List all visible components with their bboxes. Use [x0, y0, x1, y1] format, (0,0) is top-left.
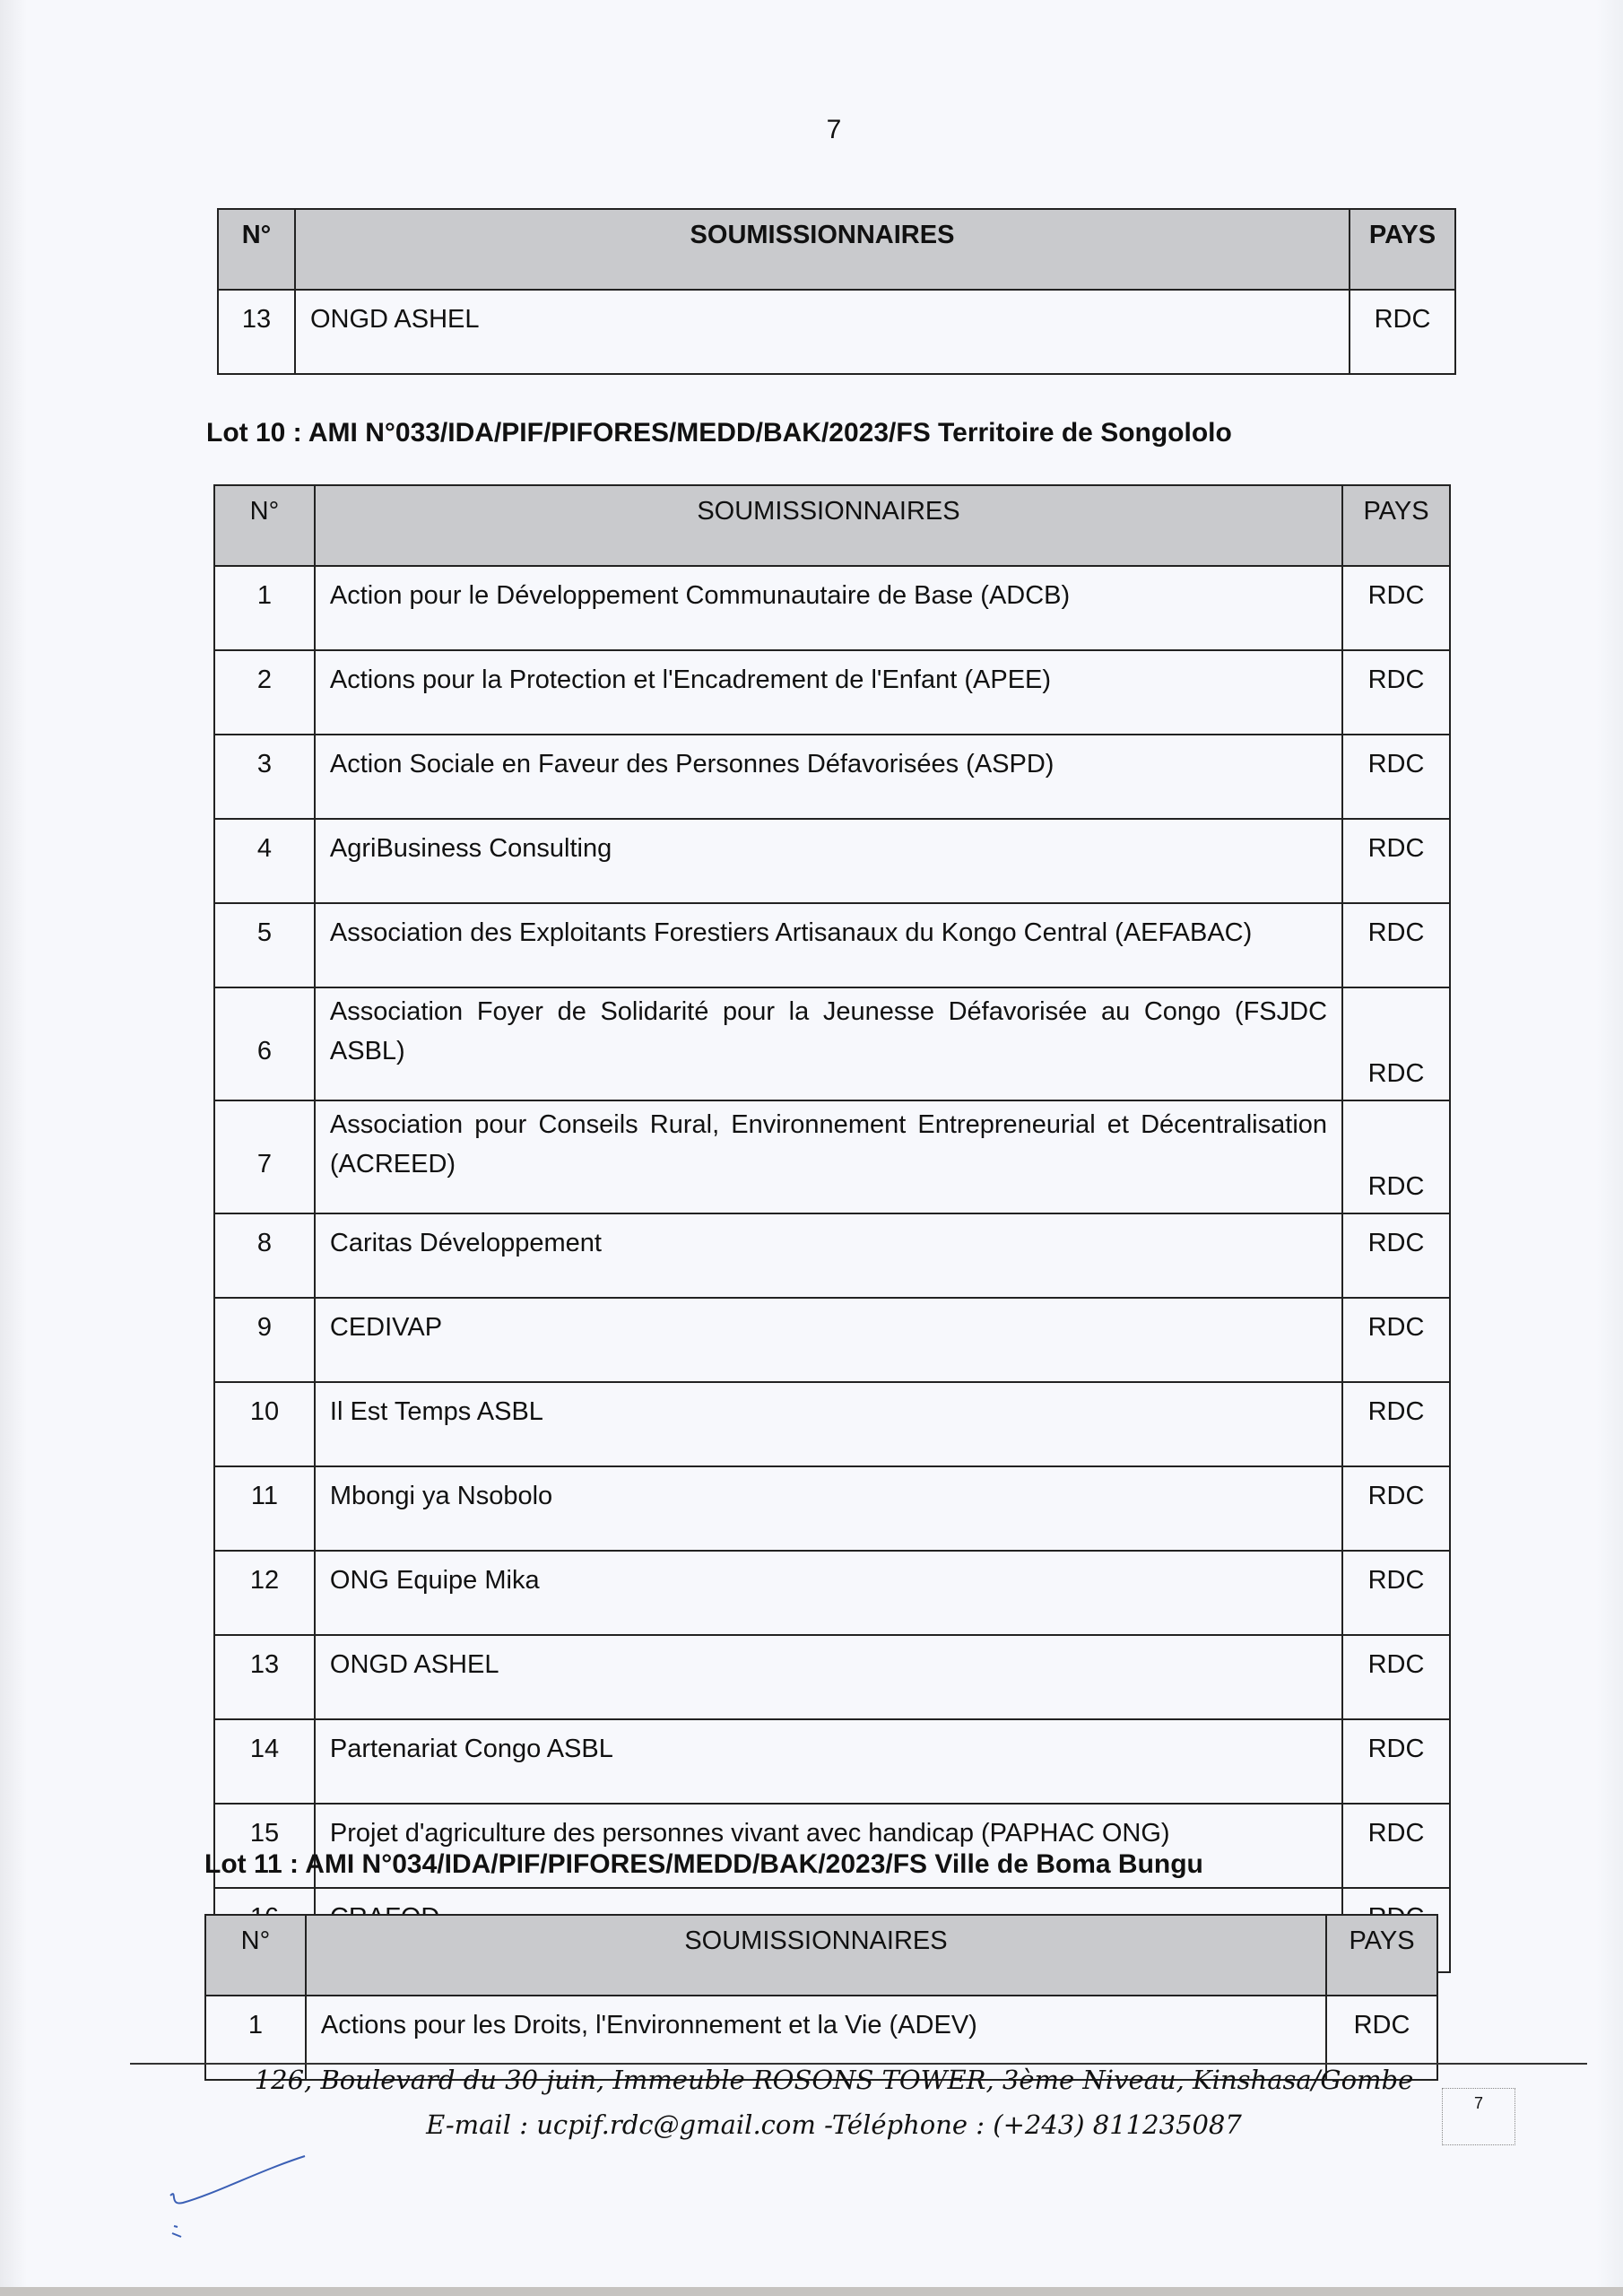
header-soumissionnaires: SOUMISSIONNAIRES: [306, 1915, 1326, 1996]
header-no: N°: [205, 1915, 306, 1996]
row-number: 6: [214, 987, 315, 1100]
row-name: Il Est Temps ASBL: [315, 1382, 1342, 1466]
row-number: 9: [214, 1298, 315, 1382]
row-number: 10: [214, 1382, 315, 1466]
row-country: RDC: [1342, 819, 1450, 903]
row-name: Association Foyer de Solidarité pour la Jeunesse Défavorisée au Congo (FSJDC ASBL): [315, 987, 1342, 1100]
table-row: [218, 290, 1455, 374]
lot11-title: Lot 11 : AMI N°034/IDA/PIF/PIFORES/MEDD/BAK/2023/FS Ville de Boma Bungu: [204, 1849, 1203, 1879]
header-no: N°: [214, 485, 315, 566]
header-pays: PAYS: [1342, 485, 1450, 566]
table-header-row: [218, 209, 1455, 290]
row-number: 1: [214, 566, 315, 650]
row-country: RDC: [1342, 1635, 1450, 1719]
table-row: [214, 735, 1450, 819]
header-soumissionnaires: SOUMISSIONNAIRES: [295, 209, 1350, 290]
row-number: 5: [214, 903, 315, 987]
row-number: 11: [214, 1466, 315, 1551]
row-name: Partenariat Congo ASBL: [315, 1719, 1342, 1804]
header-no: N°: [218, 209, 295, 290]
row-name: Action Sociale en Faveur des Personnes Défavorisées (ASPD): [315, 735, 1342, 819]
row-country: RDC: [1342, 1298, 1450, 1382]
table-lot10: [213, 484, 1451, 1973]
page-number: 7: [826, 115, 842, 144]
table-row: [214, 903, 1450, 987]
row-name: Caritas Développement: [315, 1213, 1342, 1298]
row-name: Association des Exploitants Forestiers Artisanaux du Kongo Central (AEFABAC): [315, 903, 1342, 987]
footer-address: 126, Boulevard du 30 juin, Immeuble ROSONS TOWER, 3ème Niveau, Kinshasa/Gombe: [254, 2065, 1414, 2095]
row-number: 4: [214, 819, 315, 903]
header-pays: PAYS: [1326, 1915, 1437, 1996]
table-header-row: [205, 1915, 1437, 1996]
scan-edge: [0, 2287, 1623, 2296]
table-row: [214, 1635, 1450, 1719]
row-name: Mbongi ya Nsobolo: [315, 1466, 1342, 1551]
table-row: [214, 987, 1450, 1100]
row-country: RDC: [1342, 1551, 1450, 1635]
signature-mark: [161, 2144, 323, 2242]
table-row: [214, 1298, 1450, 1382]
row-country: RDC: [1342, 735, 1450, 819]
row-country: RDC: [1342, 650, 1450, 735]
row-number: 3: [214, 735, 315, 819]
table-lot11: [204, 1914, 1438, 2081]
row-country: RDC: [1342, 1213, 1450, 1298]
table-row: [214, 1100, 1450, 1213]
row-name: AgriBusiness Consulting: [315, 819, 1342, 903]
table-row: [214, 1466, 1450, 1551]
row-country: RDC: [1342, 1719, 1450, 1804]
row-name: ONGD ASHEL: [295, 290, 1350, 374]
table-row: [214, 1719, 1450, 1804]
row-country: RDC: [1350, 290, 1455, 374]
row-number: 15: [214, 1804, 315, 1888]
row-country: RDC: [1342, 1100, 1450, 1213]
row-name: CEDIVAP: [315, 1298, 1342, 1382]
footer-contact: E-mail : ucpif.rdc@gmail.com -Téléphone : (+243) 811235087: [426, 2109, 1242, 2140]
header-pays: PAYS: [1350, 209, 1455, 290]
table-row: [214, 1382, 1450, 1466]
row-number: 2: [214, 650, 315, 735]
row-number: 12: [214, 1551, 315, 1635]
header-soumissionnaires: SOUMISSIONNAIRES: [315, 485, 1342, 566]
row-name: ONGD ASHEL: [315, 1635, 1342, 1719]
table-row: [214, 1213, 1450, 1298]
row-country: RDC: [1342, 1382, 1450, 1466]
row-number: 7: [214, 1100, 315, 1213]
row-country: RDC: [1342, 566, 1450, 650]
row-number: 13: [214, 1635, 315, 1719]
row-name: Association pour Conseils Rural, Environnement Entrepreneurial et Décentralisation (ACREED): [315, 1100, 1342, 1213]
row-country: RDC: [1342, 903, 1450, 987]
row-country: RDC: [1342, 987, 1450, 1100]
row-name: ONG Equipe Mika: [315, 1551, 1342, 1635]
table-row: [214, 566, 1450, 650]
row-number: 14: [214, 1719, 315, 1804]
lot10-title: Lot 10 : AMI N°033/IDA/PIF/PIFORES/MEDD/BAK/2023/FS Territoire de Songololo: [206, 418, 1232, 448]
row-name: Projet d'agriculture des personnes vivant avec handicap (PAPHAC ONG): [315, 1804, 1342, 1888]
table-header-row: [214, 485, 1450, 566]
table-row: [214, 650, 1450, 735]
table-row: [214, 1551, 1450, 1635]
page-stamp: 7: [1442, 2088, 1515, 2145]
row-number: 13: [218, 290, 295, 374]
row-name: Actions pour les Droits, l'Environnement et la Vie (ADEV): [306, 1996, 1326, 2080]
row-country: RDC: [1326, 1996, 1437, 2080]
table-top: [217, 208, 1456, 375]
row-number: 1: [205, 1996, 306, 2080]
row-name: Action pour le Développement Communautaire de Base (ADCB): [315, 566, 1342, 650]
row-number: 8: [214, 1213, 315, 1298]
row-country: RDC: [1342, 1466, 1450, 1551]
row-country: RDC: [1342, 1804, 1450, 1888]
table-row: [214, 819, 1450, 903]
row-name: Actions pour la Protection et l'Encadrement de l'Enfant (APEE): [315, 650, 1342, 735]
